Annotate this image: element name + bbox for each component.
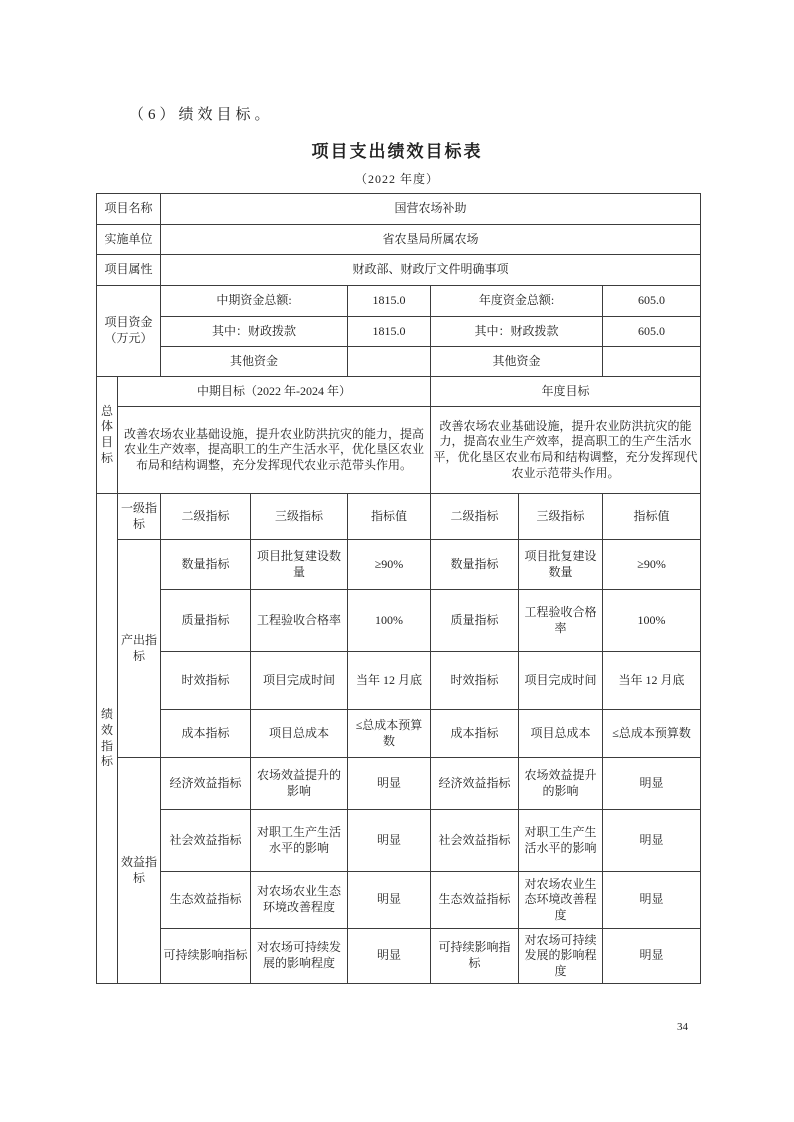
indicator-l2: 经济效益指标 (431, 758, 519, 810)
indicator-value: 当年 12 月底 (603, 652, 701, 710)
indicator-l3: 工程验收合格率 (251, 590, 348, 652)
mid-total-label: 中期资金总额: (161, 286, 348, 317)
funding-label: 项目资金（万元） (97, 286, 161, 377)
year-total-value: 605.0 (603, 286, 701, 317)
project-name-value: 国营农场补助 (161, 194, 701, 225)
indicator-l2: 质量指标 (431, 590, 519, 652)
indicator-l3: 项目完成时间 (519, 652, 603, 710)
indicator-l3: 对职工生产生活水平的影响 (519, 810, 603, 872)
year-fiscal-value: 605.0 (603, 317, 701, 347)
mid-other-value (348, 347, 431, 377)
group-benefit-indicators: 效益指标 (118, 758, 161, 984)
indicator-value: 明显 (603, 929, 701, 984)
year-other-value (603, 347, 701, 377)
header-level2-mid: 二级指标 (161, 494, 251, 540)
indicator-l2: 数量指标 (161, 540, 251, 590)
indicator-l2: 社会效益指标 (431, 810, 519, 872)
indicator-l2: 质量指标 (161, 590, 251, 652)
page-number: 34 (677, 1021, 688, 1033)
project-name-label: 项目名称 (97, 194, 161, 225)
section-heading: （6）绩效目标。 (129, 107, 274, 123)
implementing-unit-value: 省农垦局所属农场 (161, 225, 701, 255)
header-level3-mid: 三级指标 (251, 494, 348, 540)
indicator-value: 100% (348, 590, 431, 652)
mid-goal-header: 中期目标（2022 年-2024 年） (118, 377, 431, 407)
indicator-l2: 时效指标 (431, 652, 519, 710)
indicator-l3: 农场效益提升的影响 (519, 758, 603, 810)
indicator-l2: 数量指标 (431, 540, 519, 590)
implementing-unit-label: 实施单位 (97, 225, 161, 255)
indicator-value: 明显 (603, 758, 701, 810)
indicator-l3: 项目总成本 (519, 710, 603, 758)
indicator-l3: 项目批复建设数量 (251, 540, 348, 590)
indicator-l2: 生态效益指标 (161, 872, 251, 929)
indicator-value: 明显 (348, 929, 431, 984)
header-level3-annual: 三级指标 (519, 494, 603, 540)
table-subtitle: （2022 年度） (354, 172, 439, 186)
header-value-mid: 指标值 (348, 494, 431, 540)
mid-fiscal-label: 其中：财政拨款 (161, 317, 348, 347)
header-level2-annual: 二级指标 (431, 494, 519, 540)
indicator-l2: 可持续影响指标 (431, 929, 519, 984)
indicator-l3: 对农场农业生态环境改善程度 (251, 872, 348, 929)
indicator-value: ≤总成本预算数 (348, 710, 431, 758)
indicator-l3: 项目完成时间 (251, 652, 348, 710)
mid-goal-text: 改善农场农业基础设施，提升农业防洪抗灾的能力，提高农业生产效率，提高职工的生产生活水平，优化垦区农业布局和结构调整，充分发挥现代农业示范带头作用。 (118, 407, 431, 494)
indicator-l3: 项目批复建设数量 (519, 540, 603, 590)
indicator-l2: 可持续影响指标 (161, 929, 251, 984)
indicator-value: 明显 (348, 758, 431, 810)
indicator-value: 明显 (603, 872, 701, 929)
group-output-indicators: 产出指标 (118, 540, 161, 758)
overall-goal-label: 总体目标 (97, 377, 118, 494)
header-level1: 一级指标 (118, 494, 161, 540)
indicator-l2: 社会效益指标 (161, 810, 251, 872)
indicator-value: ≥90% (603, 540, 701, 590)
indicator-l2: 成本指标 (161, 710, 251, 758)
indicator-l3: 工程验收合格率 (519, 590, 603, 652)
indicator-value: 明显 (348, 872, 431, 929)
mid-total-value: 1815.0 (348, 286, 431, 317)
mid-other-label: 其他资金 (161, 347, 348, 377)
indicator-value: 当年 12 月底 (348, 652, 431, 710)
year-other-label: 其他资金 (431, 347, 603, 377)
header-value-annual: 指标值 (603, 494, 701, 540)
indicator-l2: 成本指标 (431, 710, 519, 758)
indicator-value: ≥90% (348, 540, 431, 590)
performance-indicators-label: 绩效指标 (97, 494, 118, 984)
annual-goal-header: 年度目标 (431, 377, 701, 407)
indicator-l3: 对职工生产生活水平的影响 (251, 810, 348, 872)
annual-goal-text: 改善农场农业基础设施，提升农业防洪抗灾的能力，提高农业生产效率，提高职工的生产生活水平，优化垦区农业布局和结构调整，充分发挥现代农业示范带头作用。 (431, 407, 701, 494)
table-title: 项目支出绩效目标表 (311, 142, 483, 161)
year-total-label: 年度资金总额: (431, 286, 603, 317)
project-attribute-label: 项目属性 (97, 255, 161, 286)
performance-target-table (96, 193, 701, 984)
mid-fiscal-value: 1815.0 (348, 317, 431, 347)
indicator-value: 100% (603, 590, 701, 652)
indicator-l2: 经济效益指标 (161, 758, 251, 810)
indicator-l3: 对农场农业生态环境改善程度 (519, 872, 603, 929)
indicator-l2: 生态效益指标 (431, 872, 519, 929)
indicator-value: ≤总成本预算数 (603, 710, 701, 758)
indicator-l3: 对农场可持续发展的影响程度 (251, 929, 348, 984)
indicator-value: 明显 (348, 810, 431, 872)
project-attribute-value: 财政部、财政厅文件明确事项 (161, 255, 701, 286)
indicator-l3: 对农场可持续发展的影响程度 (519, 929, 603, 984)
year-fiscal-label: 其中：财政拨款 (431, 317, 603, 347)
indicator-l3: 项目总成本 (251, 710, 348, 758)
indicator-value: 明显 (603, 810, 701, 872)
indicator-l3: 农场效益提升的影响 (251, 758, 348, 810)
indicator-l2: 时效指标 (161, 652, 251, 710)
